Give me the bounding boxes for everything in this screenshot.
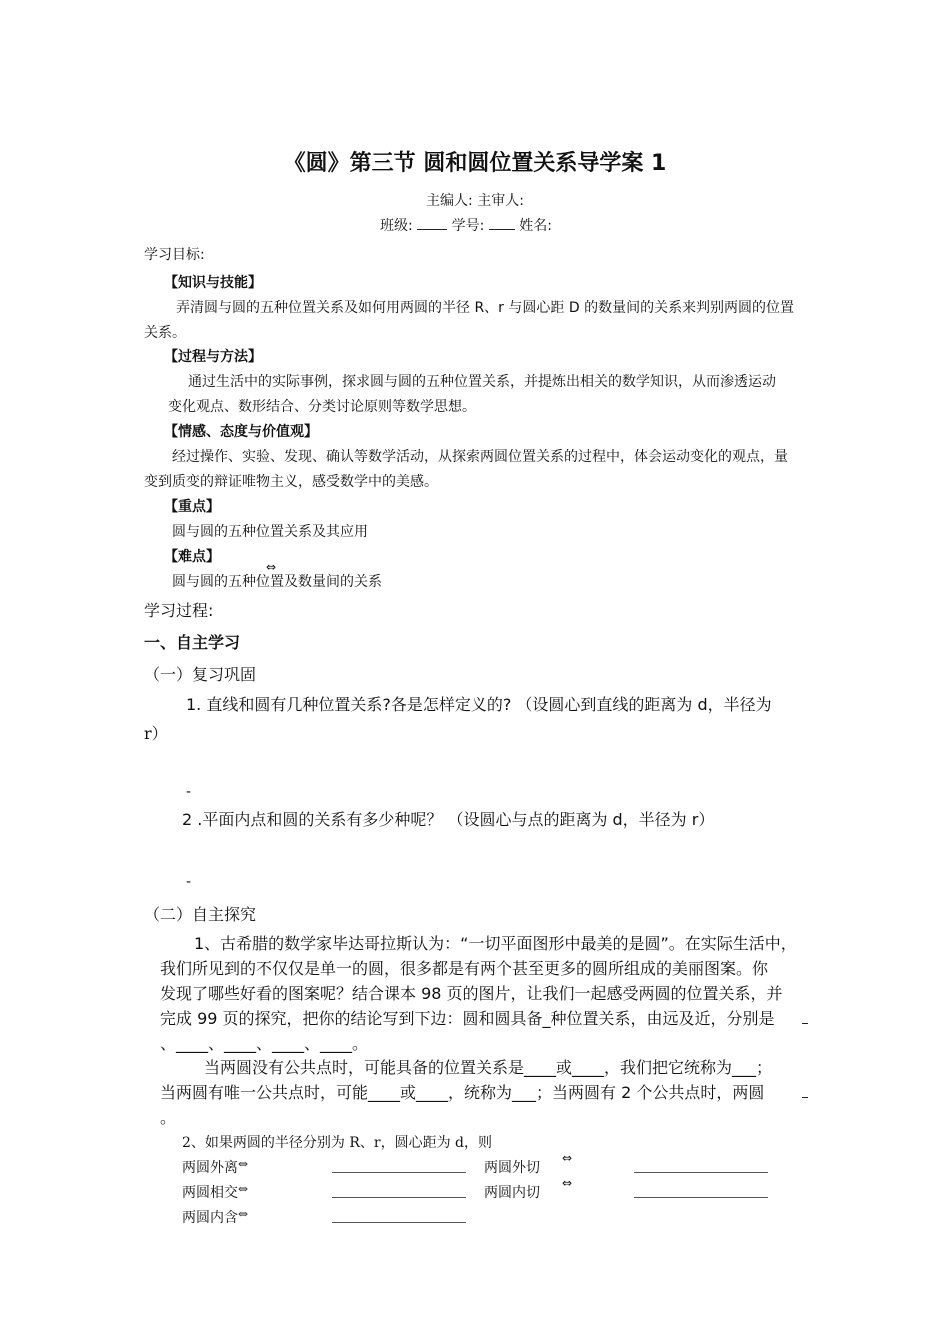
knowledge-line-1: 弄清圆与圆的五种位置关系及如何用两圆的半径 R、r 与圆心距 D 的数量间的关系来判别两圆的位置 <box>176 300 795 316</box>
fill-blank-trail-2[interactable] <box>802 1097 808 1098</box>
relation-label: 两圆内含 <box>182 1210 238 1226</box>
relation-separate <box>182 1157 248 1177</box>
relation-label: 两圆外切 <box>484 1160 540 1176</box>
explore-p1-line-5: 、____、____、____、____。 <box>160 1034 369 1053</box>
class-label: 班级: <box>380 218 413 234</box>
difficulty-heading: 【难点】 <box>164 549 220 565</box>
difficulty-text: 圆与圆的五种位置及数量间的关系 <box>172 574 382 590</box>
class-line <box>380 215 552 235</box>
explore-p1-line-2: 我们所见到的不仅仅是单一的圆，很多都是有两个甚至更多的圆所组成的美丽图案。你 <box>160 959 769 978</box>
answer-dash-1: - <box>186 784 192 800</box>
review-heading: （一）复习巩固 <box>144 665 257 684</box>
question-2: 2 .平面内点和圆的关系有多少种呢？ （设圆心与点的距离为 d，半径为 r） <box>182 810 715 829</box>
relation-intersect <box>182 1182 248 1202</box>
process-line-1: 通过生活中的实际事例，探求圆与圆的五种位置关系，并提炼出相关的数学知识，从而渗透运动 <box>188 374 776 390</box>
equivalence-icon: ⇔ <box>238 1182 249 1196</box>
answer-blank[interactable] <box>332 1183 466 1202</box>
answer-blank[interactable] <box>634 1183 768 1202</box>
explore-p1-line-4: 完成 99 页的探究，把你的结论写到下边：圆和圆具备_种位置关系，由远及近，分别是 <box>160 1009 775 1028</box>
section-self-study: 一、自主学习 <box>144 633 241 652</box>
relation-label: 两圆相交 <box>182 1185 238 1201</box>
explore-p1-line-3: 发现了哪些好看的图案呢？结合课本 98 页的图片，让我们一起感受两圆的位置关系，并 <box>160 984 783 1003</box>
process-line-2: 变化观点、数形结合、分类讨论原则等数学思想。 <box>168 399 476 415</box>
page-title: 《圆》第三节 圆和圆位置关系导学案 1 <box>283 151 667 176</box>
answer-blank[interactable] <box>332 1158 466 1177</box>
question-1-line-2: r） <box>144 724 168 743</box>
question-2-intro: 2、如果两圆的半径分别为 R、r，圆心距为 d，则 <box>182 1135 493 1151</box>
process-heading: 【过程与方法】 <box>164 349 262 365</box>
relation-internal-tangent <box>484 1182 540 1202</box>
process-label: 学习过程: <box>144 601 214 620</box>
relation-contain <box>182 1207 248 1227</box>
key-point-heading: 【重点】 <box>164 499 220 515</box>
class-blank[interactable] <box>417 228 447 230</box>
id-blank[interactable] <box>489 228 515 230</box>
equivalence-mark: ⇔ <box>266 560 277 574</box>
explore-p2-line-2: 当两圆有唯一公共点时，可能____或____，统称为___；当两圆有 2 个公共点时，两圆 <box>160 1083 765 1102</box>
equivalence-icon: ⇔ <box>238 1157 249 1171</box>
relation-external-tangent <box>484 1157 540 1177</box>
knowledge-heading: 【知识与技能】 <box>164 275 262 291</box>
equivalence-icon: ⇔ <box>238 1207 249 1221</box>
explore-p2-line-1: 当两圆没有公共点时，可能具备的位置关系是____或____，我们把它统称为___； <box>204 1058 773 1077</box>
emotion-line-1: 经过操作、实验、发现、确认等数学活动，从探索两圆位置关系的过程中，体会运动变化的观点，量 <box>172 449 788 465</box>
equivalence-icon: ⇔ <box>562 1176 573 1190</box>
emotion-heading: 【情感、态度与价值观】 <box>164 424 318 440</box>
emotion-line-2: 变到质变的辩证唯物主义，感受数学中的美感。 <box>144 474 438 490</box>
equivalence-icon: ⇔ <box>562 1151 573 1165</box>
relation-label: 两圆内切 <box>484 1185 540 1201</box>
goals-label: 学习目标: <box>144 247 205 263</box>
explore-p1-line-1: 1、古希腊的数学家毕达哥拉斯认为：“一切平面图形中最美的是圆”。在实际生活中， <box>194 934 797 953</box>
explore-heading: （二）自主探究 <box>144 905 257 924</box>
id-label: 学号: <box>451 218 485 234</box>
answer-dash-2: - <box>186 874 192 890</box>
knowledge-line-2: 关系。 <box>144 325 186 341</box>
editors-line: 主编人: 主审人: <box>426 193 524 209</box>
relation-label: 两圆外离 <box>182 1160 238 1176</box>
name-label: 姓名: <box>519 218 552 234</box>
answer-blank[interactable] <box>634 1158 768 1177</box>
question-1-line-1: 1. 直线和圆有几种位置关系?各是怎样定义的? （设圆心到直线的距离为 d，半径为 <box>186 695 772 714</box>
answer-blank[interactable] <box>332 1208 466 1227</box>
key-point-text: 圆与圆的五种位置关系及其应用 <box>172 524 368 540</box>
fill-blank-trail[interactable] <box>802 1023 808 1024</box>
explore-p2-line-3: 。 <box>160 1108 177 1127</box>
